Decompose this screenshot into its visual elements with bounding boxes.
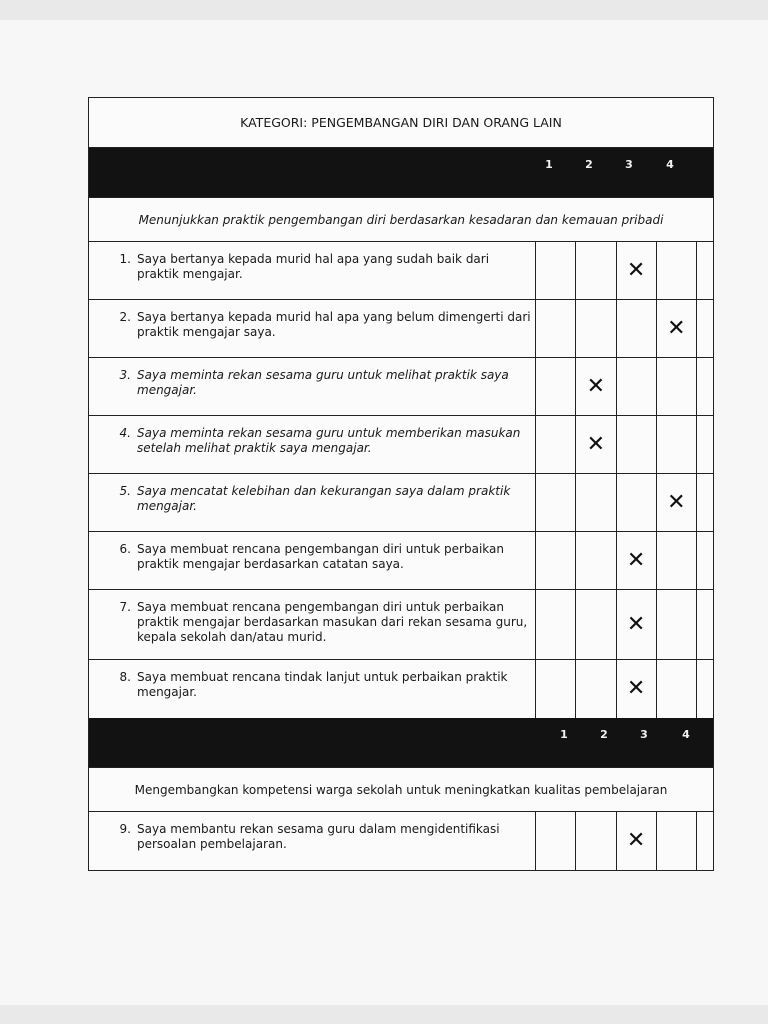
rating-cell-4[interactable]	[656, 474, 697, 531]
rating-cell-1[interactable]	[535, 242, 575, 299]
item-number: 2.	[119, 310, 131, 324]
rating-cell-1[interactable]	[535, 358, 575, 415]
section-2-heading-row	[89, 768, 713, 812]
rating-cell-1[interactable]	[535, 300, 575, 357]
rating-cell-4[interactable]	[656, 590, 697, 659]
rating-cell-2[interactable]	[575, 532, 615, 589]
rating-cell-3[interactable]	[616, 660, 656, 718]
rating-cells	[535, 300, 697, 357]
item-number: 9.	[119, 822, 131, 836]
rating-cells	[535, 416, 697, 473]
rating-cell-4[interactable]	[656, 300, 697, 357]
rating-cell-1[interactable]	[535, 474, 575, 531]
rating-cell-1[interactable]	[535, 590, 575, 659]
item-statement	[113, 484, 531, 514]
item-number: 5.	[119, 484, 131, 498]
rating-cell-1[interactable]	[535, 660, 575, 718]
scale-header-2	[89, 718, 713, 768]
scale-col-3: 3	[625, 158, 633, 171]
rating-cells	[535, 532, 697, 589]
item-row	[89, 812, 713, 870]
item-row	[89, 532, 713, 590]
rating-cell-4[interactable]	[656, 242, 697, 299]
rating-cell-3[interactable]	[616, 300, 656, 357]
item-text: Saya membantu rekan sesama guru dalam mengidentifikasi persoalan pembelajaran.	[137, 822, 500, 851]
item-text: Saya bertanya kepada murid hal apa yang belum dimengerti dari praktik mengajar saya.	[137, 310, 531, 339]
handwritten-x-mark: ✕	[667, 315, 686, 341]
rating-cell-1[interactable]	[535, 416, 575, 473]
scale-col-2: 2	[600, 728, 608, 741]
item-statement	[113, 310, 531, 340]
item-number: 1.	[119, 252, 131, 266]
rating-cell-3[interactable]	[616, 532, 656, 589]
scale-col-1: 1	[560, 728, 568, 741]
handwritten-x-mark: ✕	[586, 431, 606, 457]
rating-cells	[535, 474, 697, 531]
item-number: 8.	[119, 670, 131, 684]
rating-cell-3[interactable]	[616, 358, 656, 415]
item-row	[89, 416, 713, 474]
scale-col-3: 3	[640, 728, 648, 741]
rating-cell-4[interactable]	[656, 358, 697, 415]
item-number: 6.	[119, 542, 131, 556]
rating-cell-4[interactable]	[656, 660, 697, 718]
item-text: Saya mencatat kelebihan dan kekurangan saya dalam praktik mengajar.	[137, 484, 511, 513]
rating-cell-3[interactable]	[616, 416, 656, 473]
handwritten-x-mark: ✕	[626, 611, 646, 637]
assessment-form	[88, 97, 714, 871]
category-title: KATEGORI: PENGEMBANGAN DIRI DAN ORANG LAIN	[240, 115, 562, 130]
item-statement	[113, 426, 531, 456]
handwritten-x-mark: ✕	[626, 828, 646, 853]
item-row	[89, 300, 713, 358]
item-row	[89, 358, 713, 416]
item-row	[89, 660, 713, 718]
item-number: 4.	[119, 426, 131, 440]
handwritten-x-mark: ✕	[626, 257, 646, 283]
rating-cell-2[interactable]	[575, 358, 615, 415]
item-row	[89, 590, 713, 660]
item-text: Saya meminta rekan sesama guru untuk melihat praktik saya mengajar.	[137, 368, 509, 397]
section-2-heading: Mengembangkan kompetensi warga sekolah untuk meningkatkan kualitas pembelajaran	[134, 782, 668, 797]
rating-cell-2[interactable]	[575, 474, 615, 531]
scale-col-2: 2	[585, 158, 593, 171]
item-statement	[113, 368, 531, 398]
item-statement	[113, 822, 531, 852]
item-number: 7.	[119, 600, 131, 614]
rating-cell-2[interactable]	[575, 300, 615, 357]
item-text: Saya meminta rekan sesama guru untuk memberikan masukan setelah melihat praktik saya mengajar.	[137, 426, 521, 455]
item-text: Saya membuat rencana tindak lanjut untuk perbaikan praktik mengajar.	[137, 670, 508, 699]
item-text: Saya bertanya kepada murid hal apa yang sudah baik dari praktik mengajar.	[137, 252, 490, 281]
rating-cell-1[interactable]	[535, 532, 575, 589]
rating-cell-4[interactable]	[656, 812, 697, 870]
rating-cells	[535, 358, 697, 415]
rating-cell-2[interactable]	[575, 242, 615, 299]
rating-cell-2[interactable]	[575, 660, 615, 718]
rating-cell-2[interactable]	[575, 416, 615, 473]
handwritten-x-mark: ✕	[586, 373, 606, 399]
rating-cell-2[interactable]	[575, 590, 615, 659]
section-1-heading: Menunjukkan praktik pengembangan diri berdasarkan kesadaran dan kemauan pribadi	[138, 212, 664, 227]
rating-cell-3[interactable]	[616, 590, 656, 659]
rating-cell-1[interactable]	[535, 812, 575, 870]
scale-header-1	[89, 148, 713, 198]
handwritten-x-mark: ✕	[626, 547, 646, 573]
rating-cells	[535, 242, 697, 299]
rating-cell-3[interactable]	[616, 242, 656, 299]
rating-cells	[535, 590, 697, 659]
category-title-row	[89, 98, 713, 148]
scale-col-1: 1	[545, 158, 553, 171]
rating-cells	[535, 812, 697, 870]
handwritten-x-mark: ✕	[667, 489, 686, 515]
rating-cell-4[interactable]	[656, 416, 697, 473]
item-row	[89, 474, 713, 532]
item-statement	[113, 600, 531, 645]
item-number: 3.	[119, 368, 131, 382]
rating-cell-3[interactable]	[616, 812, 656, 870]
rating-cell-3[interactable]	[616, 474, 656, 531]
section-1-heading-row	[89, 198, 713, 242]
item-row	[89, 242, 713, 300]
handwritten-x-mark: ✕	[626, 676, 646, 701]
scale-col-4: 4	[666, 158, 674, 171]
item-text: Saya membuat rencana pengembangan diri untuk perbaikan praktik mengajar berdasarkan catatan saya.	[137, 542, 504, 571]
item-statement	[113, 670, 531, 700]
item-text: Saya membuat rencana pengembangan diri untuk perbaikan praktik mengajar berdasarkan masukan dari rekan sesama guru, kepala sekolah dan/atau murid.	[137, 600, 528, 644]
item-statement	[113, 252, 531, 282]
rating-cells	[535, 660, 697, 718]
item-statement	[113, 542, 531, 572]
rating-cell-2[interactable]	[575, 812, 615, 870]
scale-col-4: 4	[682, 728, 690, 741]
rating-cell-4[interactable]	[656, 532, 697, 589]
